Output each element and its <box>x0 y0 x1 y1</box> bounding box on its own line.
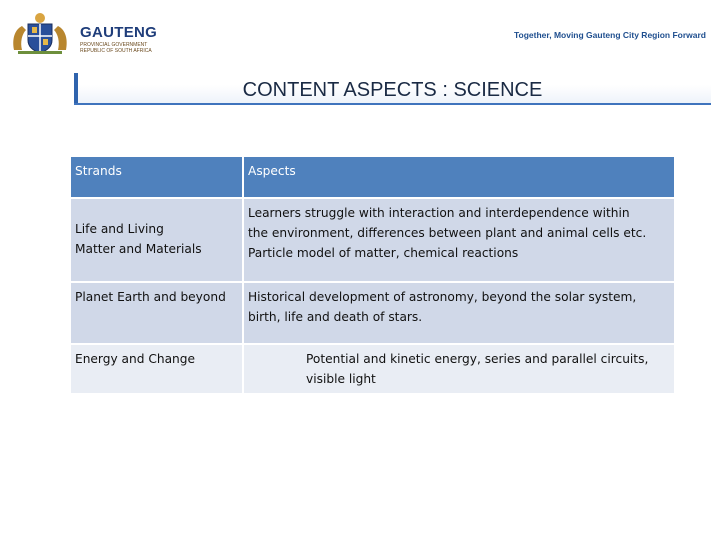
gauteng-logo <box>8 10 158 56</box>
aspect-text: Potential and kinetic energy, series and parallel circuits, <box>306 352 649 366</box>
title-bar <box>74 73 711 105</box>
aspect-text: birth, life and death of stars. <box>248 310 423 324</box>
logo-wordmark: GAUTENG <box>80 24 158 41</box>
header-tagline: Together, Moving Gauteng City Region Forward <box>513 30 706 40</box>
header-cell-aspects: Aspects <box>243 156 675 198</box>
header-cell-strands: Strands <box>70 156 243 198</box>
strand-text: Planet Earth and beyond <box>75 290 226 304</box>
strand-cell <box>70 198 243 282</box>
table-row <box>70 344 675 394</box>
aspect-text: Learners struggle with interaction and interdependence within <box>248 206 630 220</box>
strand-text: Life and Living <box>75 222 164 236</box>
aspect-text: the environment, differences between plant and animal cells etc. <box>248 226 647 240</box>
logo-subtitle-line2: REPUBLIC OF SOUTH AFRICA <box>80 48 152 54</box>
table-row <box>70 198 675 282</box>
content-aspects-table <box>69 155 676 395</box>
strand-text: Energy and Change <box>75 352 196 366</box>
aspect-cell <box>243 282 675 344</box>
aspect-cell <box>243 198 675 282</box>
table-header-row <box>70 156 675 198</box>
aspect-text: Particle model of matter, chemical reactions <box>248 246 519 260</box>
table-row <box>70 282 675 344</box>
strand-cell <box>70 282 243 344</box>
aspect-text: Historical development of astronomy, beyond the solar system, <box>248 290 637 304</box>
page-title: CONTENT ASPECTS : SCIENCE <box>242 79 543 101</box>
logo-subtitle-line1: PROVINCIAL GOVERNMENT <box>80 42 148 48</box>
coat-of-arms-icon <box>8 10 72 56</box>
aspect-cell <box>243 344 675 394</box>
strand-cell <box>70 344 243 394</box>
aspect-text: visible light <box>306 372 376 386</box>
strand-text: Matter and Materials <box>75 242 202 256</box>
